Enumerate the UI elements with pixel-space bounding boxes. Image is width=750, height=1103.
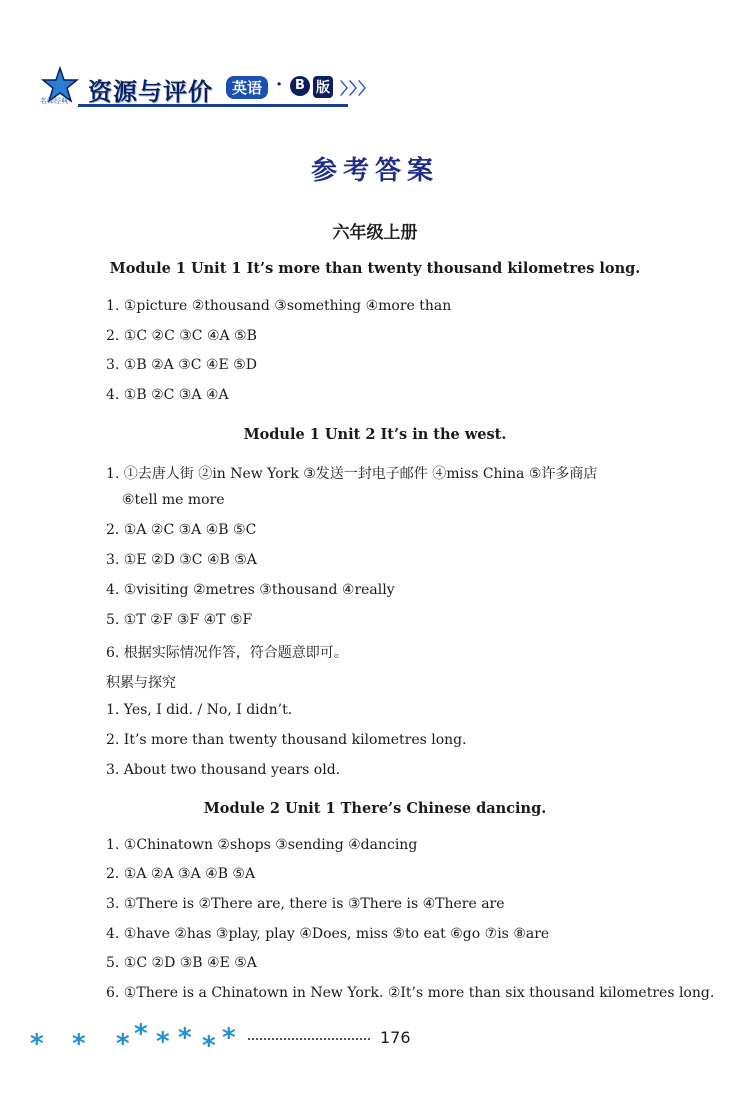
answer-line: 6. ①There is a Chinatown in New York. ②It’s more than six thousand kilometres long. xyxy=(106,985,715,1001)
answer-line: 1. ①去唐人街 ②in New York ③发送一封电子邮件 ④miss China ⑤许多商店 xyxy=(106,466,598,482)
answer-line: 2. It’s more than twenty thousand kilometres long. xyxy=(106,732,467,748)
answer-line: ⑥tell me more xyxy=(122,492,225,508)
star-icon: * xyxy=(72,1029,86,1059)
section-heading: Module 1 Unit 1 It’s more than twenty thousand kilometres long. xyxy=(109,260,641,277)
answer-line: 1. ①picture ②thousand ③something ④more than xyxy=(106,298,452,314)
answer-line: 1. Yes, I did. / No, I didn’t. xyxy=(106,702,293,718)
footer-stars xyxy=(30,1020,250,1060)
book-title: 资源与评价 xyxy=(88,78,213,106)
star-icon: * xyxy=(156,1027,170,1057)
answer-line: 3. About two thousand years old. xyxy=(106,762,341,778)
page-number: 176 xyxy=(380,1028,411,1047)
grade-title: 六年级上册 xyxy=(332,223,418,243)
answer-line: 4. ①B ②C ③A ④A xyxy=(106,387,229,403)
logo-caption: 名师经典 xyxy=(40,97,68,105)
title-band xyxy=(78,70,348,107)
answer-line: 5. ①C ②D ③B ④E ⑤A xyxy=(106,955,257,971)
answer-line: 3. ①E ②D ③C ④B ⑤A xyxy=(106,552,257,568)
answers-title: 参考答案 xyxy=(310,156,439,186)
answer-line: 4. ①visiting ②metres ③thousand ④really xyxy=(106,582,395,598)
edition-letter-badge: B xyxy=(290,76,310,96)
book-header xyxy=(40,64,380,110)
answer-line: 4. ①have ②has ③play, play ④Does, miss ⑤to eat ⑥go ⑦is ⑧are xyxy=(106,926,550,942)
page-number-leader xyxy=(248,1038,370,1040)
chevrons-icon: 〉〉〉 xyxy=(340,79,376,98)
section-heading: Module 2 Unit 1 There’s Chinese dancing. xyxy=(203,800,547,817)
answer-line: 2. ①A ②A ③A ④B ⑤A xyxy=(106,866,256,882)
separator-dot: · xyxy=(276,74,283,95)
star-icon: * xyxy=(134,1020,148,1049)
answer-line: 5. ①T ②F ③F ④T ⑤F xyxy=(106,612,253,628)
star-icon: * xyxy=(30,1029,44,1059)
answer-line: 2. ①C ②C ③C ④A ⑤B xyxy=(106,328,257,344)
answer-line: 积累与探究 xyxy=(106,675,176,691)
star-icon: * xyxy=(202,1031,216,1060)
star-icon: * xyxy=(222,1023,236,1053)
answer-line: 1. ①Chinatown ②shops ③sending ④dancing xyxy=(106,837,418,853)
star-icon: * xyxy=(116,1029,130,1059)
edition-suffix-badge: 版 xyxy=(313,76,333,98)
answer-line: 3. ①B ②A ③C ④E ⑤D xyxy=(106,357,257,373)
answer-line: 6. 根据实际情况作答，符合题意即可。 xyxy=(106,645,348,661)
subject-badge: 英语 xyxy=(226,76,268,99)
star-icon: * xyxy=(178,1023,192,1053)
answer-line: 3. ①There is ②There are, there is ③There is ④There are xyxy=(106,896,505,912)
section-heading: Module 1 Unit 2 It’s in the west. xyxy=(243,426,507,443)
answer-line: 2. ①A ②C ③A ④B ⑤C xyxy=(106,522,257,538)
